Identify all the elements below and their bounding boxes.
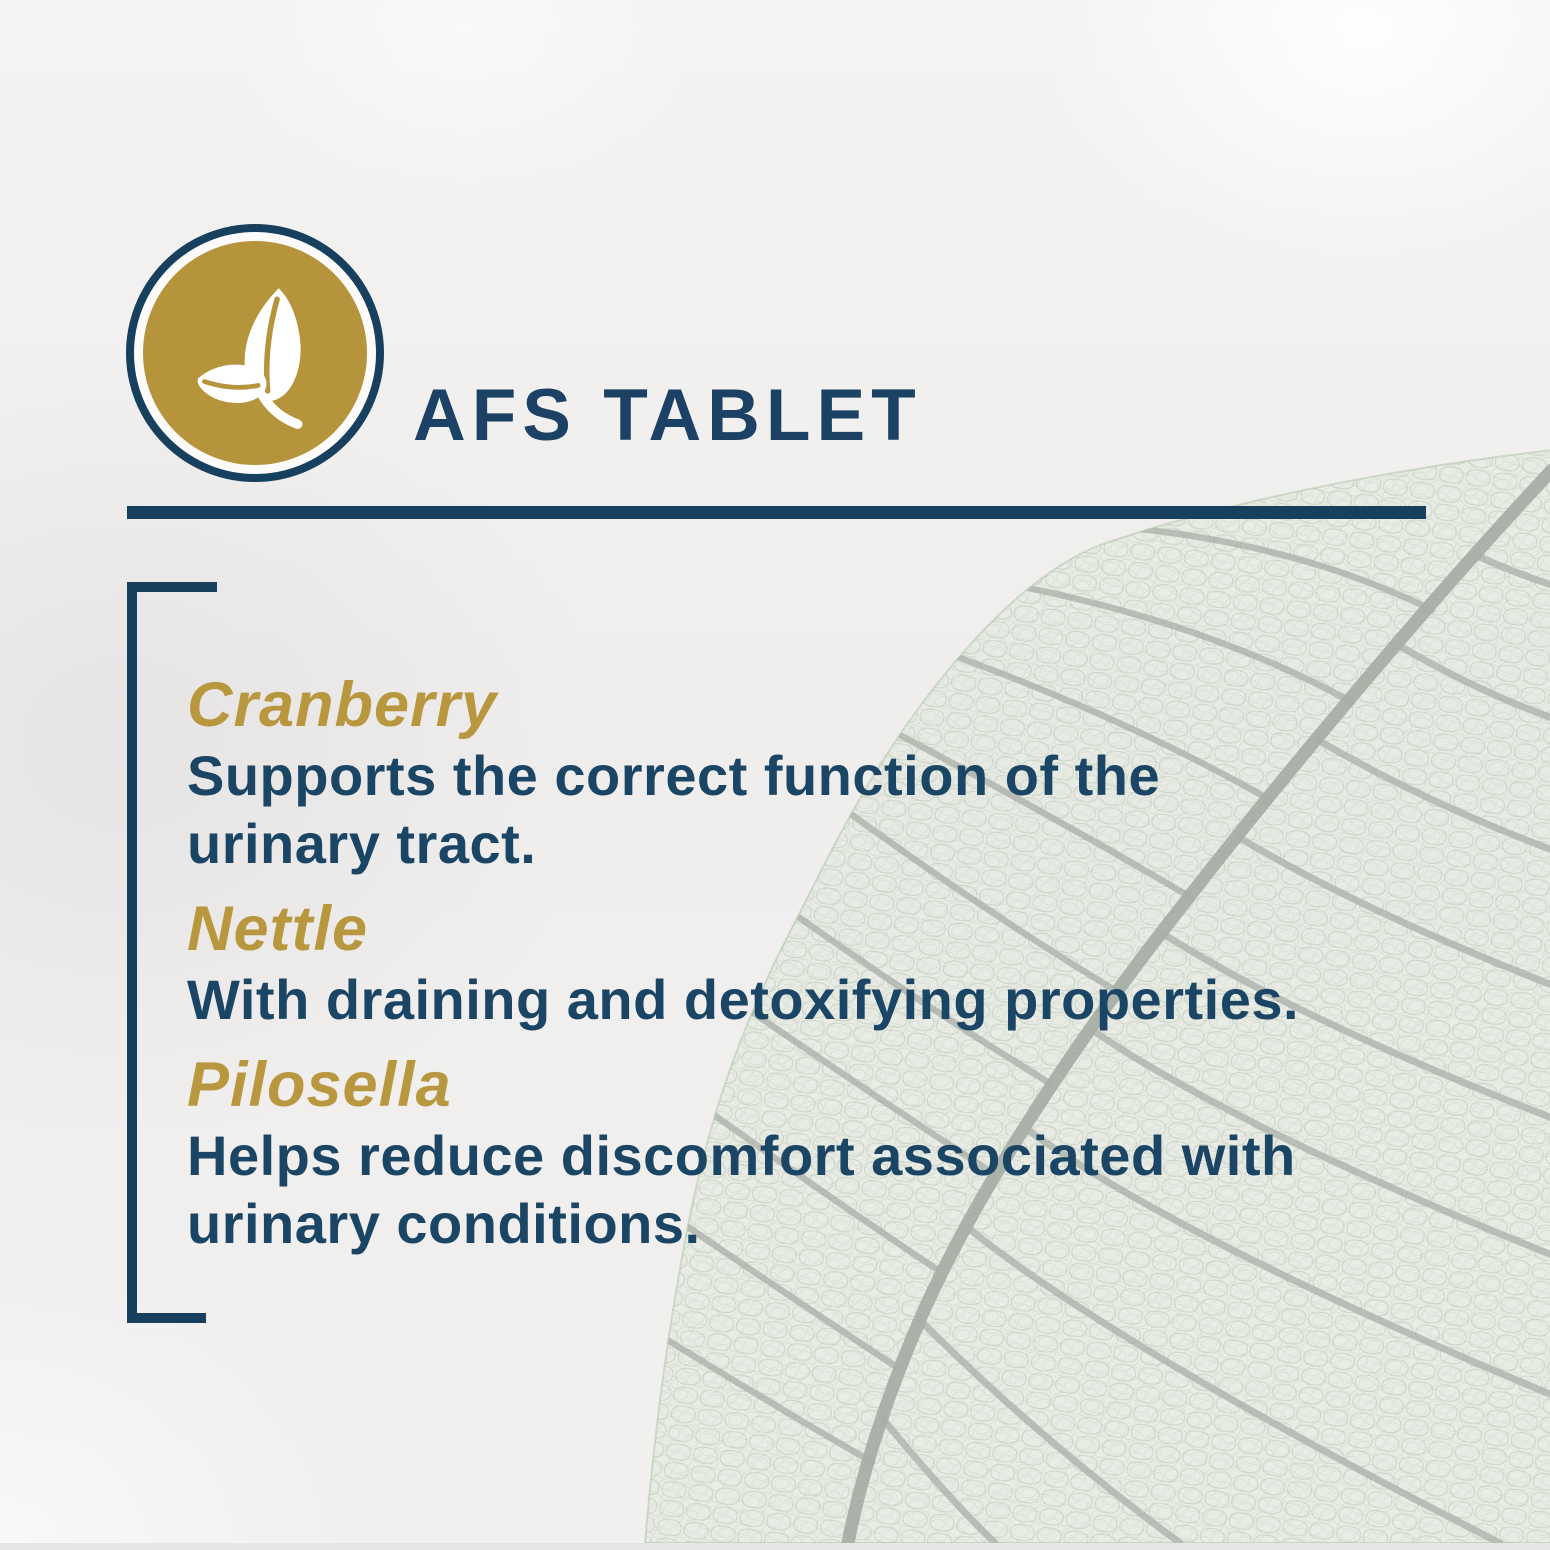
logo-gold-disc [143,241,367,465]
ingredient-description-line: Helps reduce discomfort associated with [187,1124,1296,1187]
leaf-sprig-icon [176,274,334,432]
ingredient-name: Cranberry [187,670,498,740]
ingredient-name: Nettle [187,894,369,964]
title-underline [127,506,1426,519]
ingredient-description-line: urinary tract. [187,812,537,875]
ingredient-nettle [187,892,1299,1034]
ingredient-cranberry [187,668,1299,878]
ingredient-description-line: urinary conditions. [187,1192,701,1255]
ingredient-pilosella [187,1048,1299,1258]
ingredient-description-line: Supports the correct function of the [187,744,1161,807]
page-title: AFS TABLET [413,375,922,456]
ingredient-description-line: With draining and detoxifying properties. [187,968,1300,1031]
text-bracket-bottom-tick [127,1313,206,1323]
text-bracket-vertical [127,582,137,1323]
ingredient-name: Pilosella [187,1050,452,1120]
brand-logo [126,224,384,482]
bottom-edge-band [0,1543,1550,1550]
ingredients-section [187,668,1299,1258]
text-bracket-top-tick [127,582,217,592]
